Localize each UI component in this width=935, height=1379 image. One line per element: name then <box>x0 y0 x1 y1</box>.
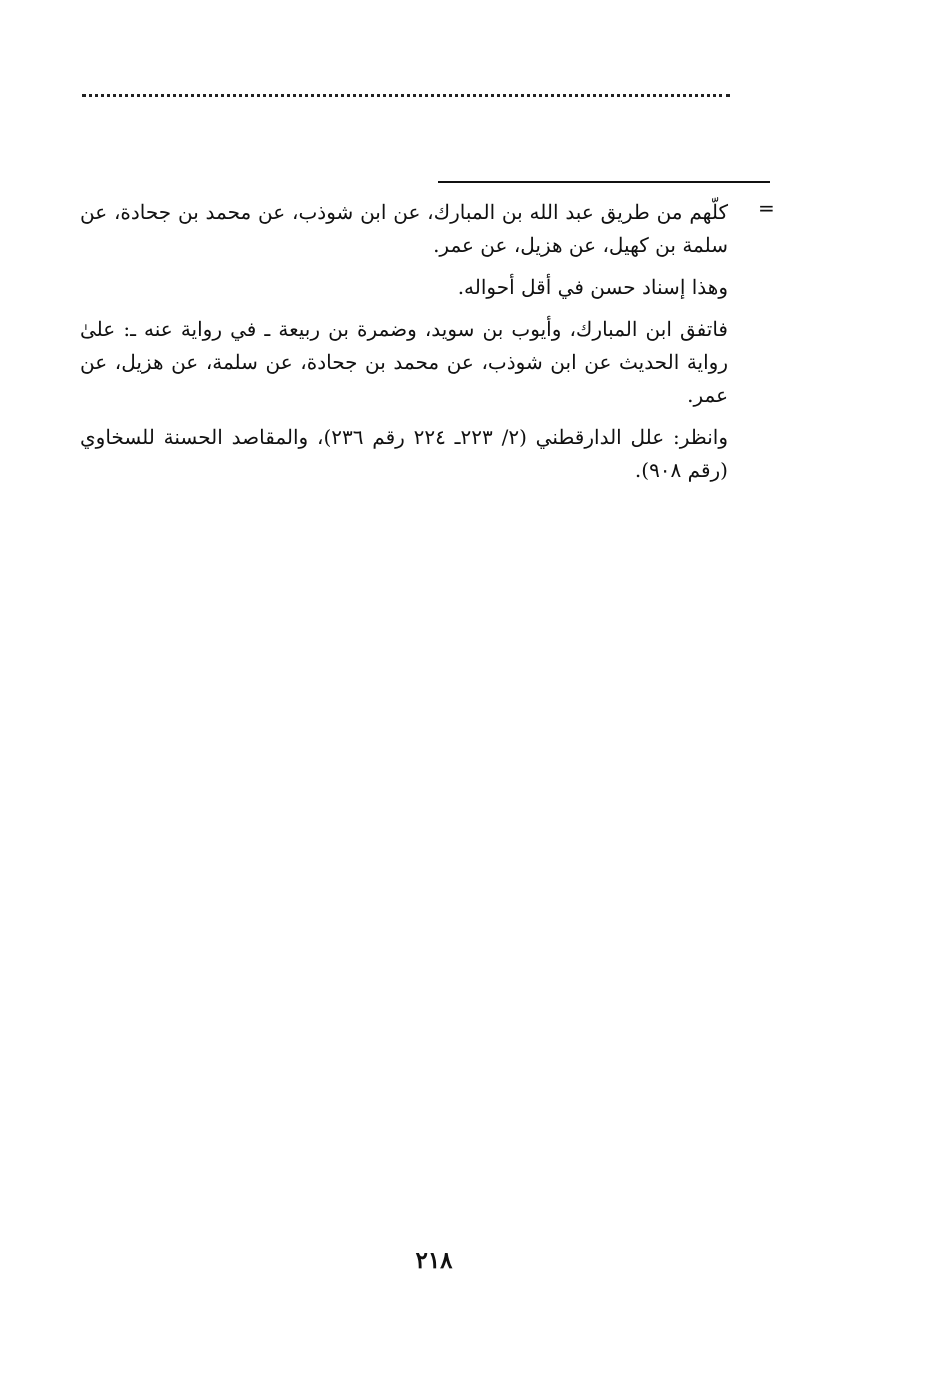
footnote-paragraph: وهذا إسناد حسن في أقل أحواله. <box>457 275 728 299</box>
footnote-paragraph: وانظر: علل الدارقطني (٢/ ٢٢٣ـ ٢٢٤ رقم ٢٣٦)، والمقاصد الحسنة للسخاوي (رقم ٩٠٨). <box>80 425 728 482</box>
footnote-body <box>80 196 728 496</box>
dotted-separator-rule <box>82 94 730 97</box>
footnote-paragraph: كلّهم من طريق عبد الله بن المبارك، عن ابن شوذب، عن محمد بن جحادة، عن سلمة بن كهيل، عن هزيل، عن عمر. <box>80 200 728 257</box>
footnote-separator-line <box>438 181 770 183</box>
page-number: ٢١٨ <box>415 1247 453 1274</box>
footnote-paragraph: فاتفق ابن المبارك، وأيوب بن سويد، وضمرة بن ربيعة ـ في رواية عنه ـ: علىٰ رواية الحديث عن ابن شوذب، عن محمد بن جحادة، عن سلمة، عن هزيل، عن عمر. <box>80 317 728 407</box>
footnote-continuation-mark: = <box>758 196 775 220</box>
